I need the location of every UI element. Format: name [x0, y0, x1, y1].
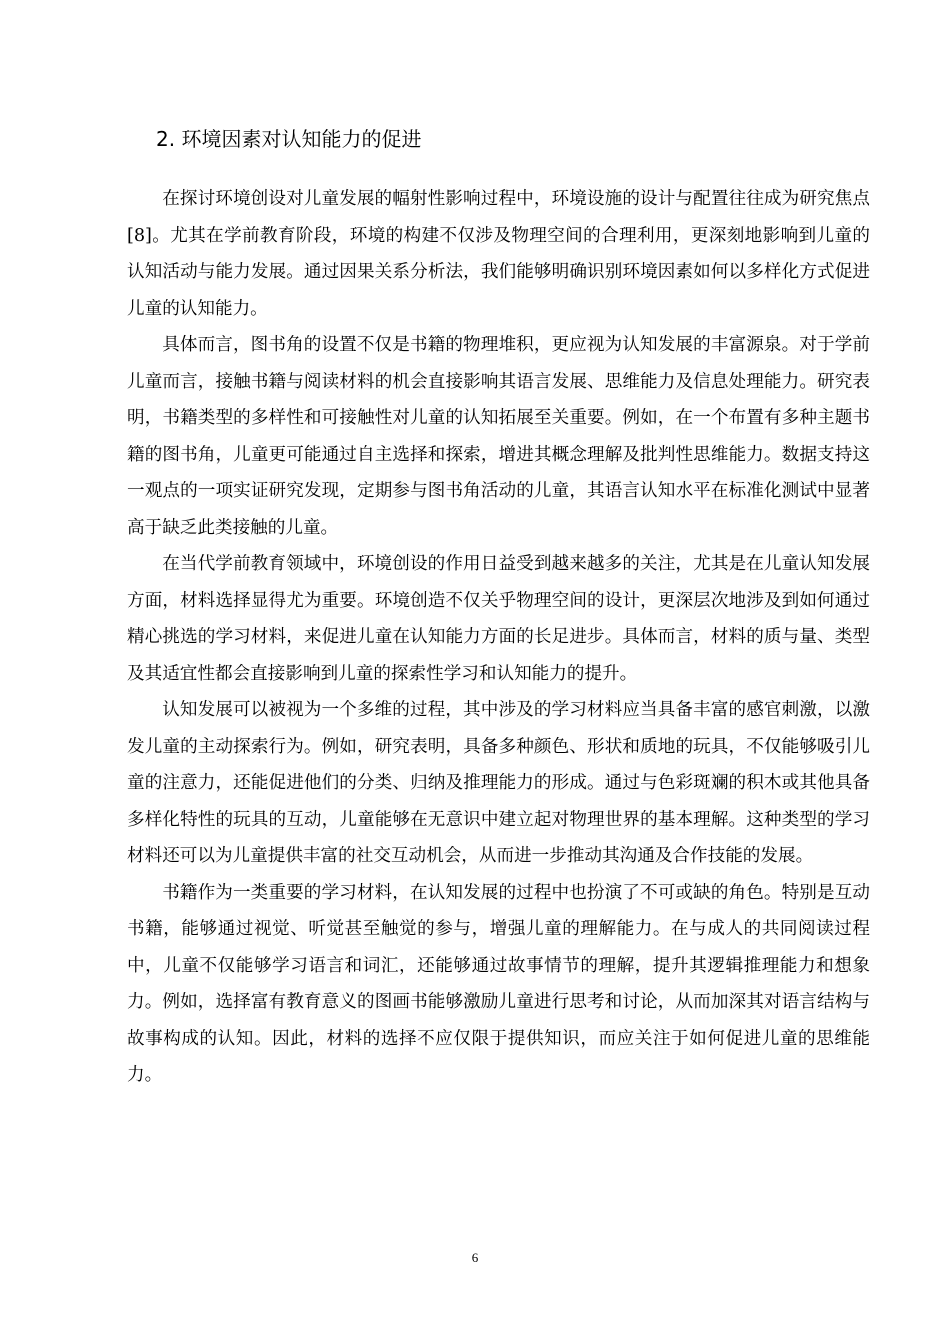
paragraph-1: 在探讨环境创设对儿童发展的幅射性影响过程中，环境设施的设计与配置往往成为研究焦点[8]。尤其在学前教育阶段，环境的构建不仅涉及物理空间的合理利用，更深刻地影响到儿童的认知活动与能力发展。通过因果关系分析法，我们能够明确识别环境因素如何以多样化方式促进儿童的认知能力。: [127, 189, 870, 319]
paragraph-4: 认知发展可以被视为一个多维的过程，其中涉及的学习材料应当具备丰富的感官刺激，以激发儿童的主动探索行为。例如，研究表明，具备多种颜色、形状和质地的玩具，不仅能够吸引儿童的注意力，还能促进他们的分类、归纳及推理能力的形成。通过与色彩斑斓的积木或其他具备多样化特性的玩具的互动，儿童能够在无意识中建立起对物理世界的基本理解。这种类型的学习材料还可以为儿童提供丰富的社交互动机会，从而进一步推动其沟通及合作技能的发展。: [127, 700, 870, 866]
paragraph-5: 书籍作为一类重要的学习材料，在认知发展的过程中也扮演了不可或缺的角色。特别是互动书籍，能够通过视觉、听觉甚至触觉的参与，增强儿童的理解能力。在与成人的共同阅读过程中，儿童不仅能够学习语言和词汇，还能够通过故事情节的理解，提升其逻辑推理能力和想象力。例如，选择富有教育意义的图画书能够激励儿童进行思考和讨论，从而加深其对语言结构与故事构成的认知。因此，材料的选择不应仅限于提供知识，而应关注于如何促进儿童的思维能力。: [127, 882, 870, 1085]
page-number: 6: [471, 1250, 479, 1265]
section-heading: 2. 环境因素对认知能力的促进: [156, 127, 422, 151]
paragraph-3: 在当代学前教育领域中，环境创设的作用日益受到越来越多的关注，尤其是在儿童认知发展方面，材料选择显得尤为重要。环境创造不仅关乎物理空间的设计，更深层次地涉及到如何通过精心挑选的学习材料，来促进儿童在认知能力方面的长足进步。具体而言，材料的质与量、类型及其适宜性都会直接影响到儿童的探索性学习和认知能力的提升。: [127, 554, 870, 684]
paragraph-2: 具体而言，图书角的设置不仅是书籍的物理堆积，更应视为认知发展的丰富源泉。对于学前儿童而言，接触书籍与阅读材料的机会直接影响其语言发展、思维能力及信息处理能力。研究表明，书籍类型的多样性和可接触性对儿童的认知拓展至关重要。例如，在一个布置有多种主题书籍的图书角，儿童更可能通过自主选择和探索，增进其概念理解及批判性思维能力。数据支持这一观点的一项实证研究发现，定期参与图书角活动的儿童，其语言认知水平在标准化测试中显著高于缺乏此类接触的儿童。: [127, 335, 870, 538]
body-text: [127, 181, 870, 1094]
